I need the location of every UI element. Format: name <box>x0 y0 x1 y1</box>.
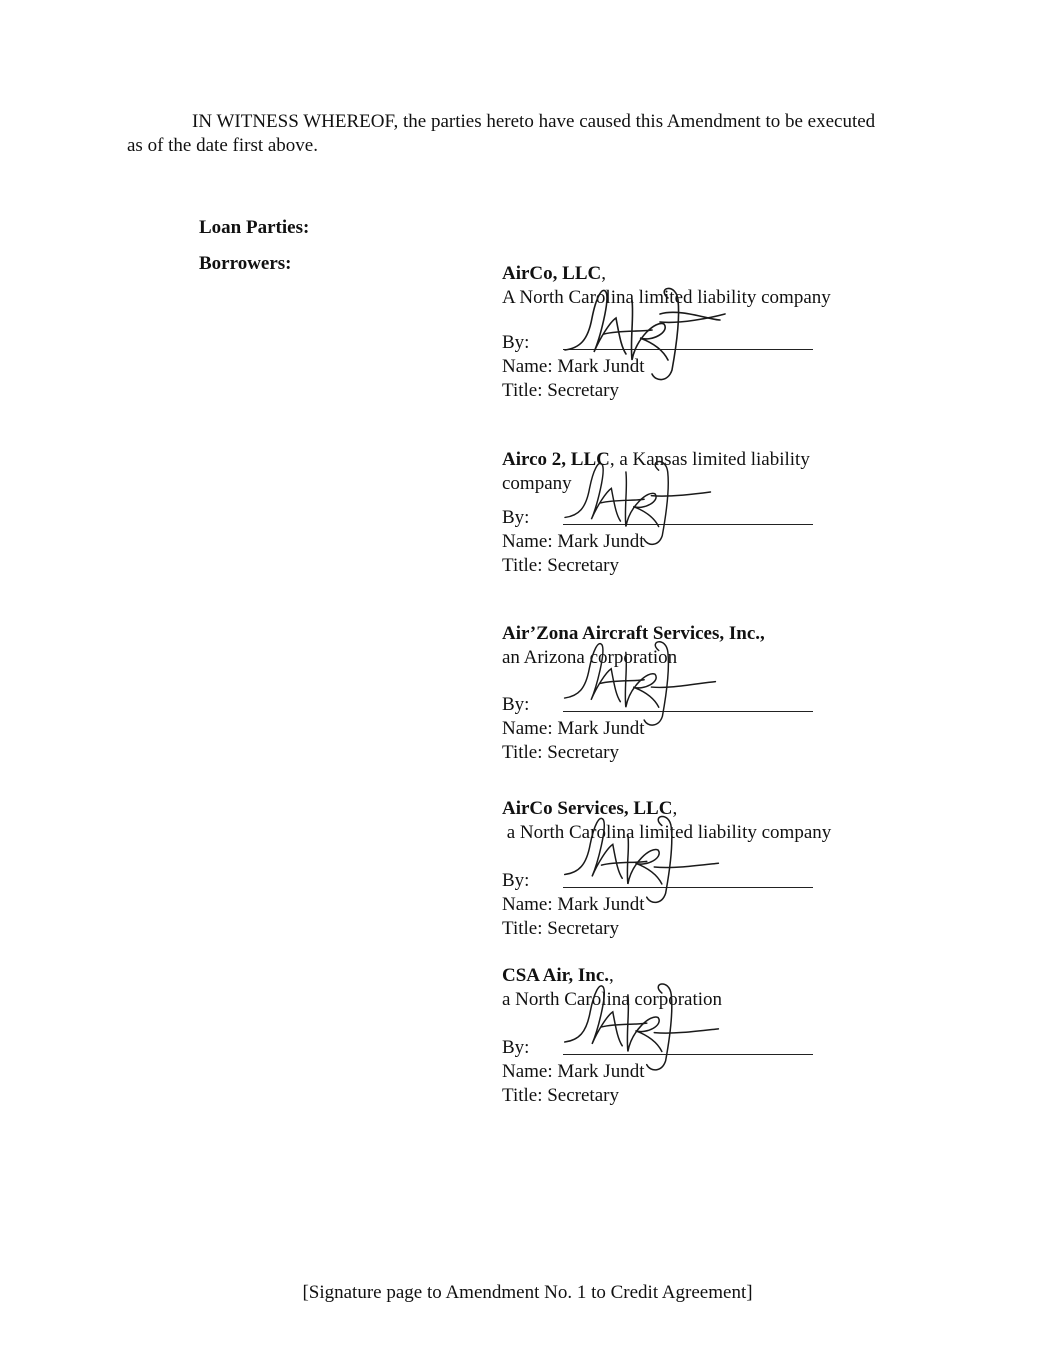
by-label: By: <box>502 507 530 528</box>
signer-name: Name: Mark Jundt <box>502 531 645 552</box>
signer-name: Name: Mark Jundt <box>502 1061 645 1082</box>
signer-title: Title: Secretary <box>502 1085 619 1106</box>
entity-name-bold: AirCo, LLC <box>502 263 602 284</box>
entity-name <box>502 262 606 286</box>
entity-name <box>502 448 810 472</box>
witness-line-2: as of the date first above. <box>127 135 318 156</box>
entity-description: an Arizona corporation <box>502 647 678 668</box>
entity-description: company <box>502 473 572 494</box>
entity-description: A North Carolina limited liability company <box>502 287 831 308</box>
signature-line <box>563 711 813 712</box>
signer-name: Name: Mark Jundt <box>502 718 645 739</box>
entity-name <box>502 797 677 821</box>
entity-name-suffix: , <box>672 798 678 819</box>
loan-parties-label: Loan Parties: <box>199 217 310 238</box>
by-label: By: <box>502 694 530 715</box>
by-label: By: <box>502 870 530 891</box>
entity-name-suffix: , <box>601 263 606 284</box>
entity-name-bold: AirCo Services, LLC <box>502 798 673 819</box>
entity-name-suffix: , <box>609 965 614 986</box>
witness-line-1: IN WITNESS WHEREOF, the parties hereto have caused this Amendment to be executed <box>192 111 876 132</box>
page-footer: [Signature page to Amendment No. 1 to Credit Agreement] <box>302 1282 753 1303</box>
entity-name-bold: Airco 2, LLC <box>502 449 610 470</box>
entity-name <box>502 964 614 988</box>
by-label: By: <box>502 332 530 353</box>
entity-description: a North Carolina corporation <box>502 989 723 1010</box>
signature-line <box>563 524 813 525</box>
signer-name: Name: Mark Jundt <box>502 894 645 915</box>
entity-name-bold: CSA Air, Inc. <box>502 965 609 986</box>
signer-name: Name: Mark Jundt <box>502 356 645 377</box>
entity-name <box>502 622 765 646</box>
entity-description: a North Carolina limited liability company <box>502 822 832 843</box>
signer-title: Title: Secretary <box>502 742 619 763</box>
signature-line <box>563 349 813 350</box>
entity-name-suffix: , a Kansas limited liability <box>609 449 810 470</box>
signer-title: Title: Secretary <box>502 555 619 576</box>
borrowers-label: Borrowers: <box>199 253 292 274</box>
signature-line <box>563 1054 813 1055</box>
signer-title: Title: Secretary <box>502 380 619 401</box>
by-label: By: <box>502 1037 530 1058</box>
entity-name-bold: Air’Zona Aircraft Services, Inc., <box>502 623 765 644</box>
signature-line <box>563 887 813 888</box>
signer-title: Title: Secretary <box>502 918 619 939</box>
